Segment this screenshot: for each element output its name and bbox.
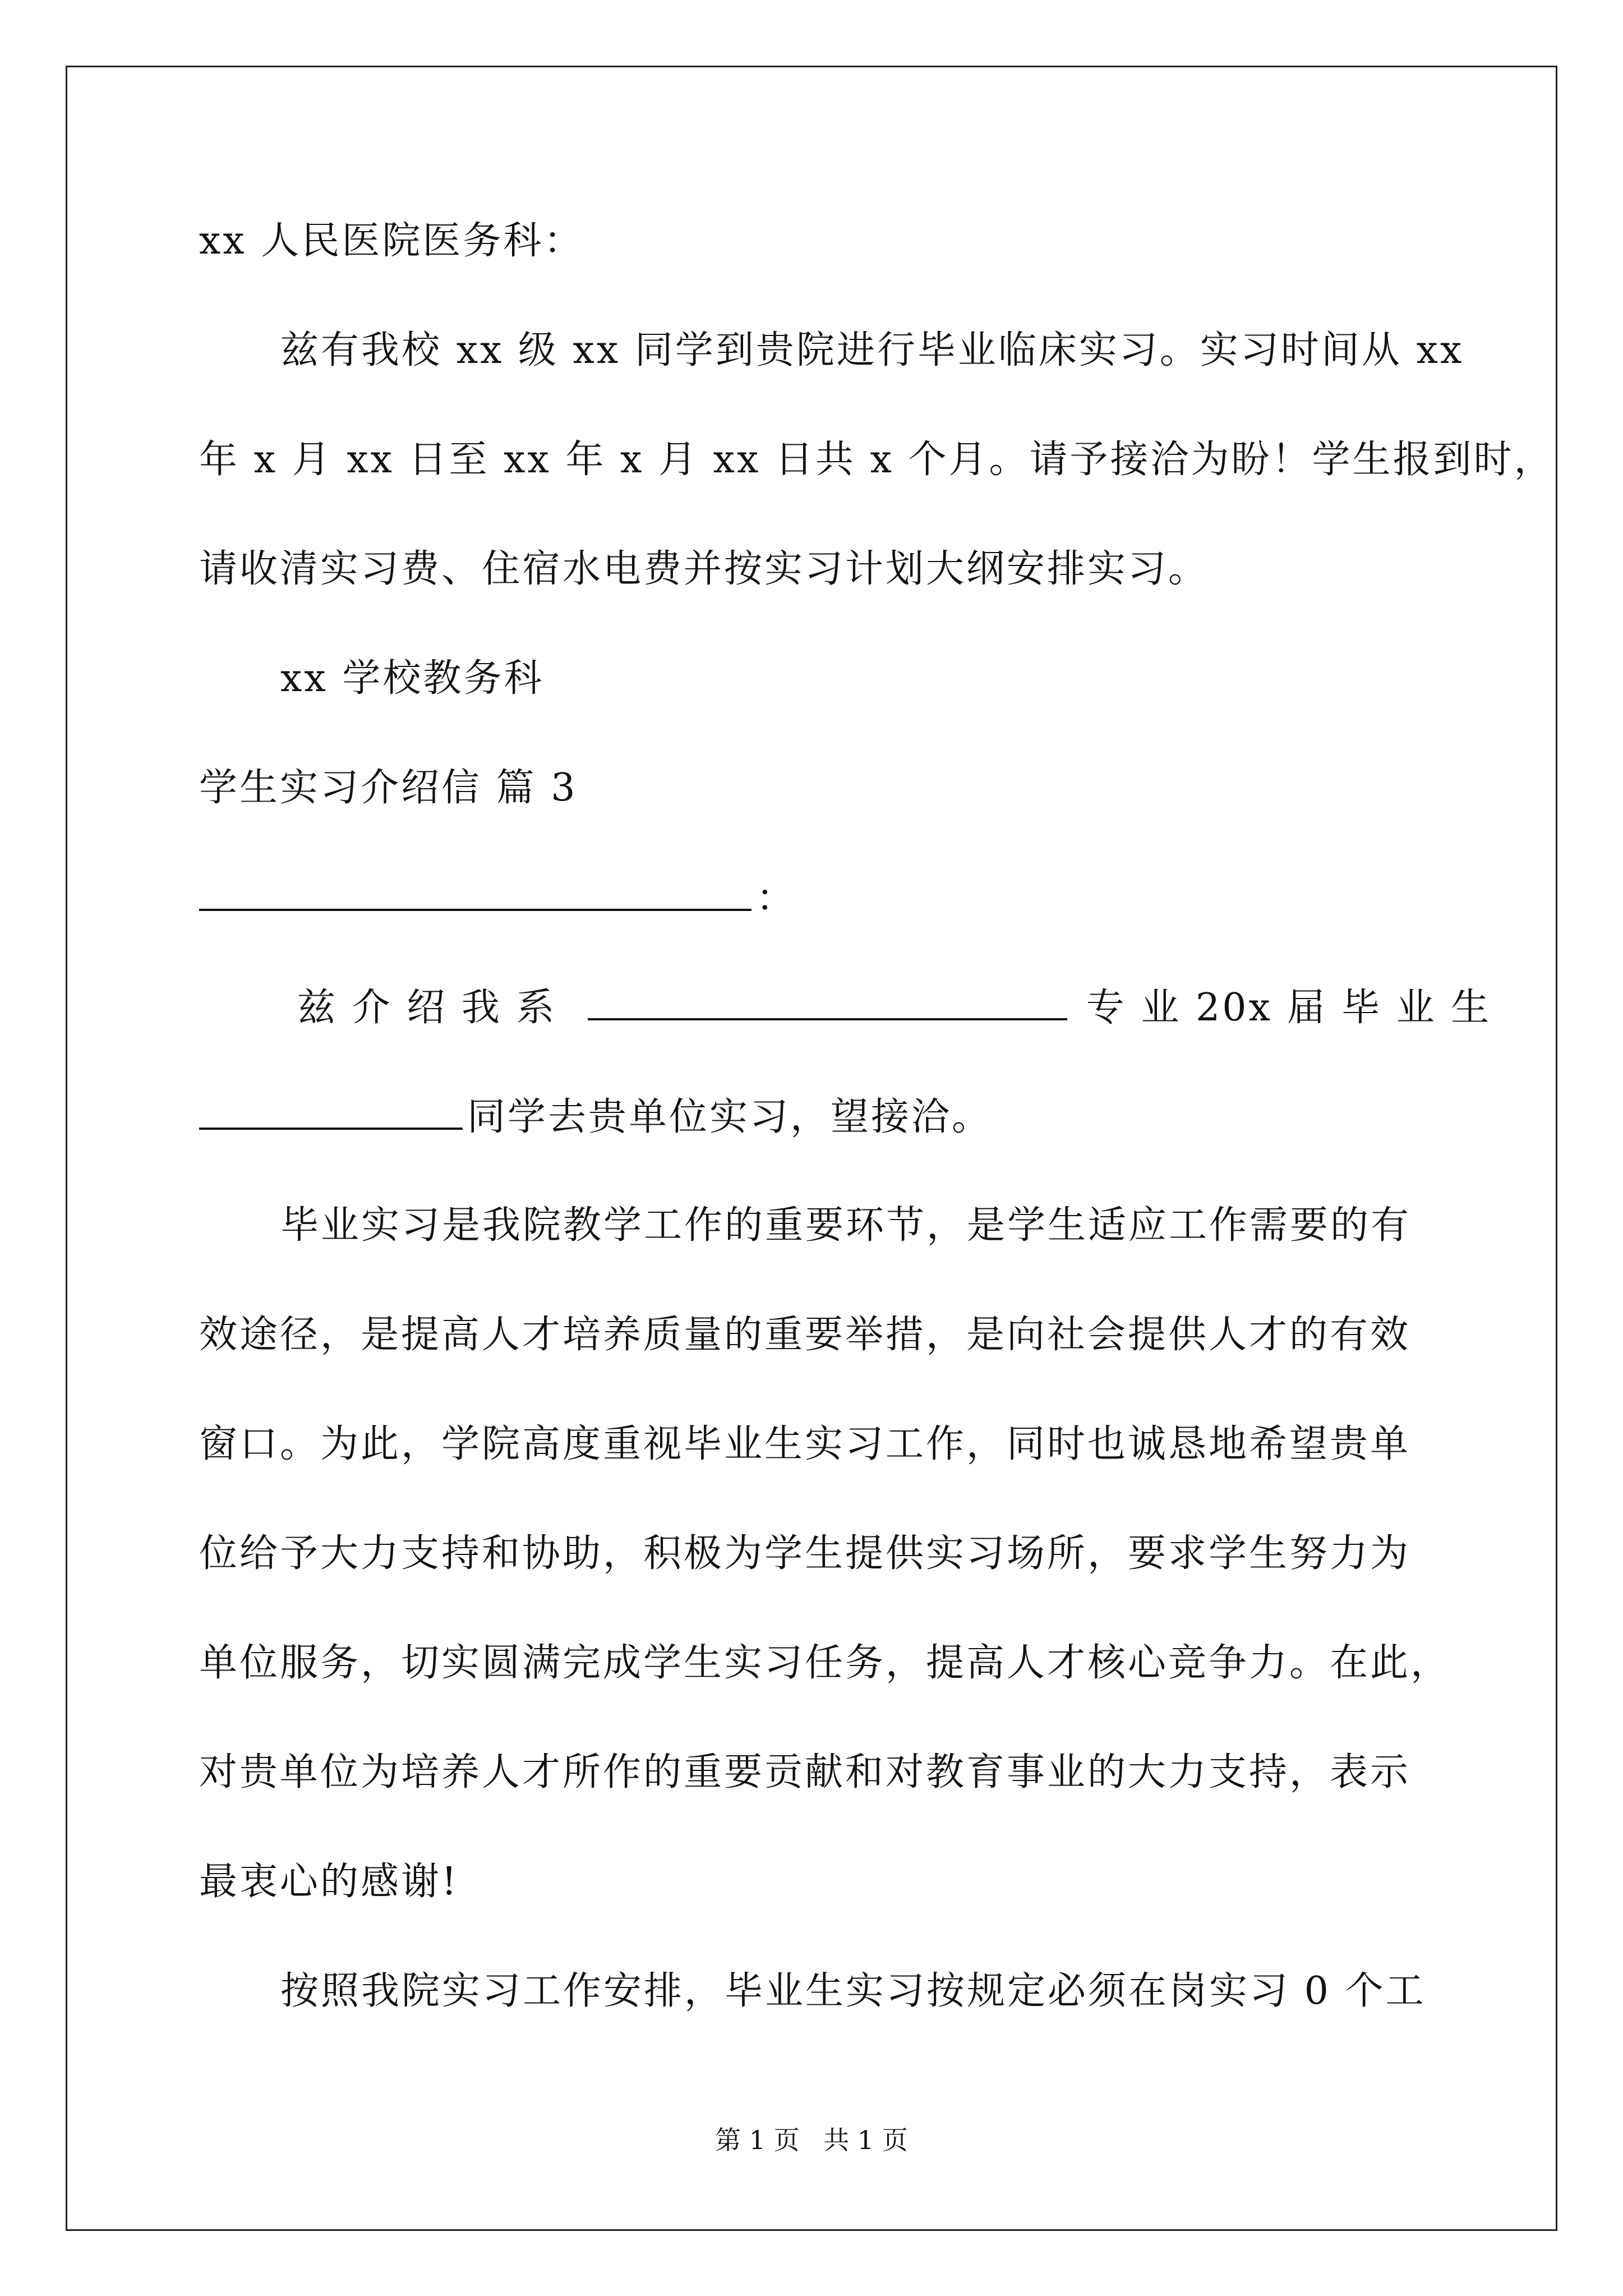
introduction-text: 兹 介 绍 我 系: [297, 986, 557, 1030]
major-blank: [588, 979, 1067, 1020]
section-heading: 学生实习介绍信 篇 3: [199, 766, 578, 810]
paragraph-line: 效途径，是提高人才培养质量的重要举措，是向社会提供人才的有效: [199, 1313, 1411, 1357]
graduate-text: 专 业 20x 届 毕 业 生: [1086, 986, 1492, 1030]
page-footer: [0, 2123, 1623, 2157]
paragraph-line: 按照我院实习工作安排，毕业生实习按规定必须在岗实习 0 个工: [280, 1969, 1426, 2013]
paragraph-line: 请收清实习费、住宿水电费并按实习计划大纲安排实习。: [199, 547, 1209, 591]
student-line: [199, 1088, 1433, 1144]
introduction-line: [297, 979, 1531, 1035]
signature-line: xx 学校教务科: [280, 656, 545, 701]
student-name-blank: [199, 1088, 463, 1130]
paragraph-line: 窗口。为此，学院高度重视毕业生实习工作，同时也诚恳地希望贵单: [199, 1422, 1411, 1466]
recipient-line: [199, 869, 1433, 926]
paragraph-line: 年 x 月 xx 日至 xx 年 x 月 xx 日共 x 个月。请予接洽为盼！学生报到时，: [199, 438, 1555, 482]
paragraph-line: 对贵单位为培养人才所作的重要贡献和对教育事业的大力支持，表示: [199, 1750, 1411, 1795]
paragraph-line: 最衷心的感谢!: [199, 1860, 459, 1904]
recipient-colon: ：: [756, 876, 797, 921]
paragraph-line: 兹有我校 xx 级 xx 同学到贵院进行毕业临床实习。实习时间从 xx: [280, 328, 1464, 372]
paragraph-line: 毕业实习是我院教学工作的重要环节，是学生适应工作需要的有: [280, 1203, 1412, 1248]
paragraph-line: 位给予大力支持和协助，积极为学生提供实习场所，要求学生努力为: [199, 1531, 1411, 1576]
paragraph-line: 单位服务，切实圆满完成学生实习任务，提高人才核心竞争力。在此，: [199, 1641, 1451, 1685]
recipient-blank: [199, 869, 751, 911]
page-number: 第 1 页: [715, 2125, 800, 2155]
student-line-text: 同学去贵单位实习，望接洽。: [467, 1095, 993, 1139]
page-total: 共 1 页: [823, 2125, 908, 2155]
salutation: xx 人民医院医务科：: [199, 219, 584, 263]
